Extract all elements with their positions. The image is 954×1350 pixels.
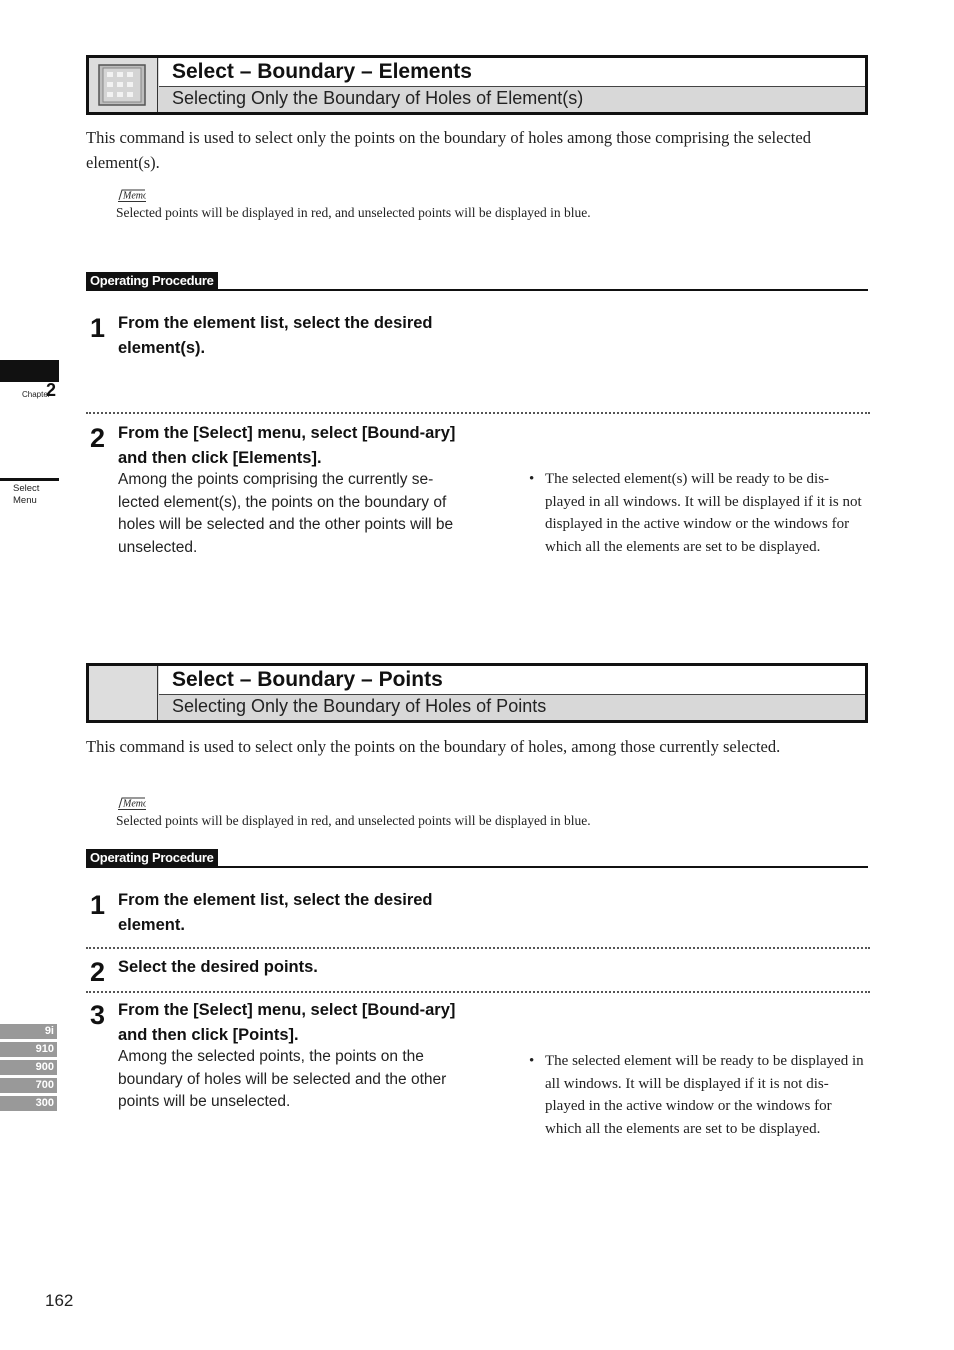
section-title: Select – Boundary – Points [159,666,865,695]
boundary-elements-icon [98,64,146,106]
step-title: From the [Select] menu, select [Bound-ary] and then click [Points]. [118,1001,456,1044]
step-title: From the element list, select the desired element(s). [118,314,433,357]
model-chip-9i: 9i [0,1024,57,1039]
svg-text:Memo: Memo [123,190,146,201]
section-title: Select – Boundary – Elements [159,58,865,87]
icon-cell [89,666,158,720]
icon-cell [89,58,158,112]
chapter-label: Chapter [22,390,51,399]
section-subtitle: Selecting Only the Boundary of Holes of Element(s) [172,88,584,108]
chapter-tab [0,360,59,382]
model-chip-900: 900 [0,1060,57,1075]
step-number: 2 [90,423,106,453]
model-chip-910: 910 [0,1042,57,1057]
step-divider [86,947,870,949]
section-subtitle: Selecting Only the Boundary of Holes of Points [172,696,547,716]
section-header-elements [86,55,868,115]
note-text: The selected element will be ready to be displayed in all windows. It will be displayed if it is not dis-played in the active window or the windows for which all the elements are set to be displayed. [545,1053,864,1137]
note-text: The selected element(s) will be ready to be dis-played in all windows. It will be displayed if it is not displayed in the active window or the windows for which all the elements are set to be displayed. [545,471,862,555]
step-number: 1 [90,890,106,920]
svg-text:Memo: Memo [123,798,146,809]
chapter-number: 2 [46,380,57,400]
intro-text: This command is used to select only the points on the boundary of holes, among those currently selected. [86,737,781,756]
step-number: 2 [90,957,106,987]
procedure-label: Operating Procedure [86,272,218,290]
step-number: 1 [90,313,106,343]
step-body: Among the selected points, the points on the boundary of holes will be selected and the other points will be unselected. [118,1048,447,1110]
section-tab [0,478,59,481]
memo-text: Selected points will be displayed in red, and unselected points will be displayed in blue. [116,813,591,828]
memo-icon [118,796,146,810]
memo-text: Selected points will be displayed in red, and unselected points will be displayed in blue. [116,205,591,220]
step-divider [86,991,870,993]
section-label: Select Menu [13,483,40,506]
model-chip-700: 700 [0,1078,57,1093]
model-chip-300: 300 [0,1096,57,1111]
step-divider [86,412,870,414]
step-title: From the [Select] menu, select [Bound-ary] and then click [Elements]. [118,424,456,467]
memo-icon [118,188,146,202]
step-body: Among the points comprising the currently se-lected element(s), the points on the boundary of holes will be selected and the other points will be unselected. [118,471,454,556]
procedure-label: Operating Procedure [86,849,218,867]
note-bullet: • [529,471,535,487]
step-title: Select the desired points. [118,958,318,976]
section-header-points [86,663,868,723]
page-number: 162 [45,1291,74,1310]
intro-text: This command is used to select only the points on the boundary of holes among those comprising the selected element(s). [86,128,811,172]
step-number: 3 [90,1000,106,1030]
note-bullet: • [529,1053,535,1069]
step-title: From the element list, select the desired element. [118,891,433,934]
